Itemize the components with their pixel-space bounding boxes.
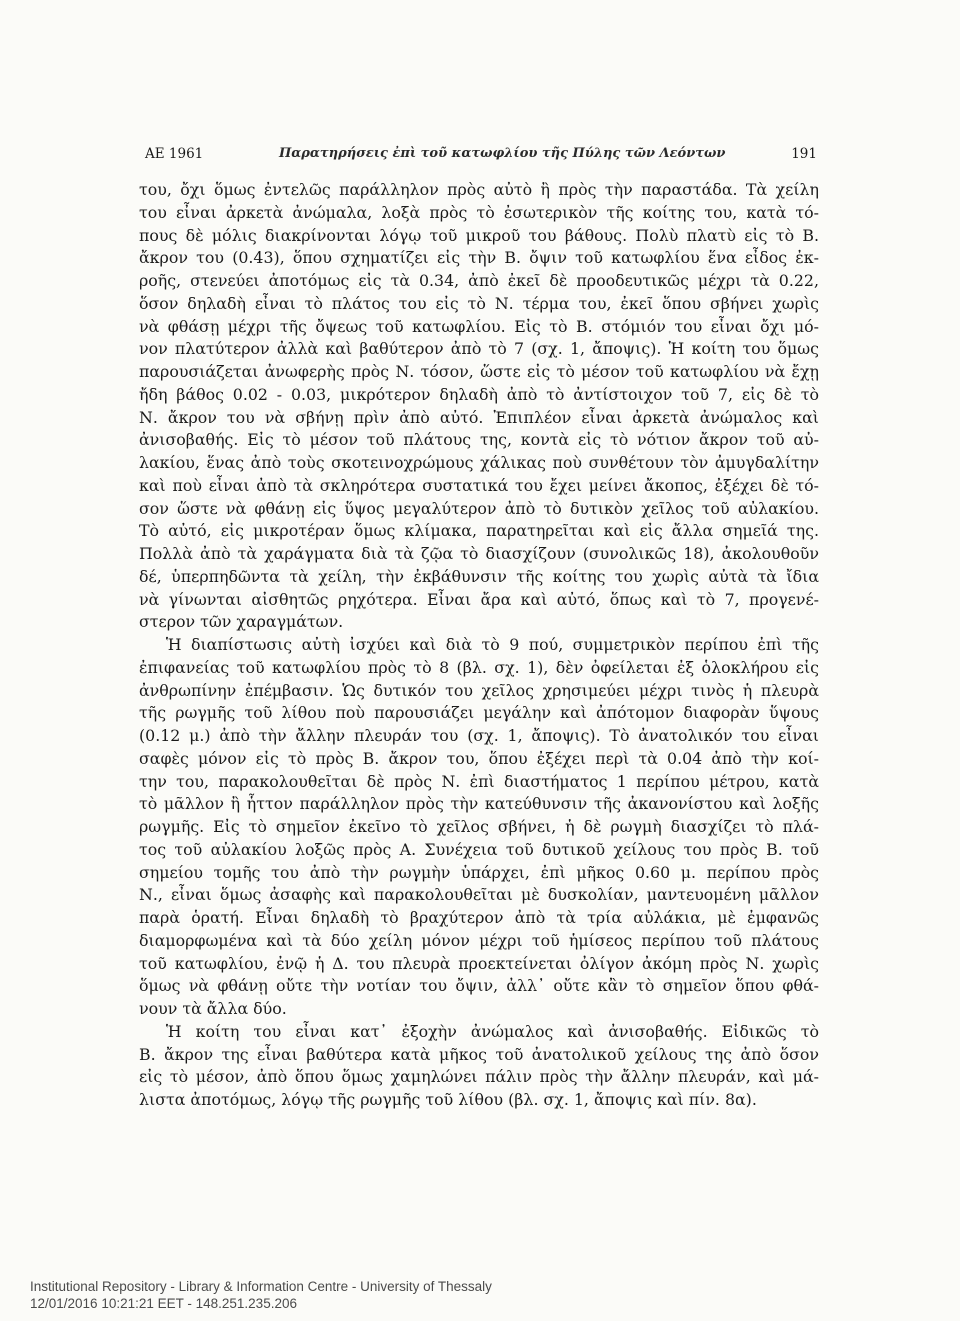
page-number: 191 bbox=[791, 146, 817, 162]
repository-footer bbox=[30, 1278, 492, 1312]
text-line: ροῆς, στενεύει ἀποτόμως εἰς τὰ 0.34, ἀπὸ ἐκεῖ δὲ προοδευτικῶς μέχρι τὰ 0.22, bbox=[139, 271, 819, 290]
text-line: νὰ γίνωνται αἰσθητῶς ρηχότερα. Εἶναι ἄρα καὶ αὐτό, ὅπως καὶ τὸ 7, προγενέ- bbox=[139, 589, 819, 609]
text-line: Πολλὰ ἀπὸ τὰ χαράγματα διὰ τὰ ζῷα τὸ διασχίζουν (συνολικῶς 18), ἀκολουθοῦν bbox=[139, 544, 819, 563]
text-line: διαμορφωμένα καὶ τὰ δύο χείλη μόνον μέχρι τοῦ ἡμίσεος περίπου τοῦ πλάτους bbox=[139, 930, 819, 950]
text-line: παρὰ ὁρατή. Εἶναι δηλαδὴ τὸ βραχύτερον ἀπὸ τὰ τρία αὐλάκια, μὲ ἐμφανῶς bbox=[139, 908, 819, 927]
text-line: εἰς τὸ μέσον, ἀπὸ ὅπου ὅμως χαμηλώνει πάλιν πρὸς τὴν ἄλλην πλευράν, καὶ μά- bbox=[139, 1067, 819, 1087]
text-line: ὅσον δηλαδὴ εἶναι τὸ πλάτος του εἰς τὸ Ν. τέρμα του, ἐκεῖ ὅπου σβήνει χωρὶς bbox=[139, 293, 819, 313]
text-line: ἀνισοβαθής. Εἰς τὸ μέσον τοῦ πλάτους της, κοντὰ εἰς τὸ νότιον ἄκρον τοῦ αὐ- bbox=[139, 430, 819, 450]
text-line: Τὸ αὐτό, εἰς μικροτέραν ὅμως κλίμακα, παρατηρεῖται καὶ εἰς ἄλλα σημεῖά της. bbox=[139, 521, 819, 541]
text-line: σον ὥστε νὰ φθάνῃ εἰς ὕψος μεγαλύτερον ἀπὸ τὸ δυτικὸν χεῖλος τοῦ αὐλακίου. bbox=[139, 498, 819, 518]
text-line: ἤδη βάθος 0.02 - 0.03, μικρότερον δηλαδὴ ἀπὸ τὸ ἀντίστοιχον τοῦ 7, εἰς δὲ τὸ bbox=[139, 384, 819, 404]
text-line: νουν τὰ ἄλλα δύο. bbox=[139, 999, 287, 1018]
text-line: νον πλατύτερον ἀλλὰ καὶ βαθύτερον ἀπὸ τὸ 7 (σχ. 1, ἄποψις). Ἡ κοίτη του ὅμως bbox=[139, 339, 819, 359]
text-line: δέ, ὑπερπηδῶντα τὰ χείλη, τὴν ἐκβάθυνσιν τῆς κοίτης του χωρὶς αὐτὰ τὰ ἴδια bbox=[139, 566, 819, 586]
text-line: του, ὄχι ὅμως ἐντελῶς παράλληλον πρὸς αὐτὸ ἢ πρὸς τὴν παραστάδα. Τὰ χείλη bbox=[139, 180, 819, 199]
journal-reference: AE 1961 bbox=[145, 146, 204, 162]
text-line: του εἶναι ἀρκετὰ ἀνώμαλα, λοξὰ πρὸς τὸ ἐσωτερικὸν τῆς κοίτης του, κατὰ τό- bbox=[139, 202, 819, 222]
text-line: καὶ ποὺ εἶναι ἀπὸ τὰ σκληρότερα συστατικά του ἔχει μείνει ἄκοπος, ἐξέχει δὲ τό- bbox=[139, 475, 819, 495]
text-line: Β. ἄκρον της εἶναι βαθύτερα κατὰ μῆκος τοῦ ἀνατολικοῦ χείλους της ἀπὸ ὅσον bbox=[139, 1044, 819, 1064]
text-line: Ν., εἶναι ὅμως ἀσαφὴς καὶ παρακολουθεῖται μὲ δυσκολίαν, μαντευομένη μᾶλλον bbox=[139, 885, 819, 905]
text-line: τῆς ρωγμῆς τοῦ λίθου ποὺ παρουσιάζει μεγάλην καὶ ἀπότομον διαφορὰν ὕψους bbox=[139, 703, 819, 723]
text-line: παρουσιάζεται ἀνωφερὴς πρὸς Ν. τόσον, ὥστε εἰς τὸ μέσον τοῦ κατωφλίου νὰ ἔχῃ bbox=[139, 362, 819, 381]
body-text bbox=[139, 179, 819, 1112]
text-line: τος τοῦ αὐλακίου λοξῶς πρὸς Α. Συνέχεια τοῦ δυτικοῦ χείλους του πρὸς Β. τοῦ bbox=[139, 839, 819, 859]
text-line: ὅμως νὰ φθάνῃ οὔτε τὴν νοτίαν του ὄψιν, ἀλλ᾿ οὔτε κἂν τὸ σημεῖον ὅπου φθά- bbox=[139, 976, 819, 996]
text-line: πους δὲ μόλις διακρίνονται λόγῳ τοῦ μικροῦ του βάθους. Πολὺ πλατὺ εἰς τὸ Β. bbox=[139, 225, 819, 245]
text-line: σαφὲς μόνον εἰς τὸ πρὸς Β. ἄκρον του, ὅπου ἐξέχει περὶ τὰ 0.04 ἀπὸ τὴν κοί- bbox=[139, 748, 819, 768]
text-line: ἄκρον του (0.43), ὅπου σχηματίζει εἰς τὴν Β. ὄψιν τοῦ κατωφλίου ἕνα εἶδος ἐκ- bbox=[139, 248, 819, 268]
text-line: ρωγμῆς. Εἰς τὸ σημεῖον ἐκεῖνο τὸ χεῖλος σβήνει, ἡ δὲ ρωγμὴ διασχίζει τὸ πλά- bbox=[139, 817, 819, 836]
text-line: στερον τῶν χαραγμάτων. bbox=[139, 612, 344, 632]
text-line: τοῦ κατωφλίου, ἐνῷ ἡ Δ. του πλευρὰ προεκτείνεται ὀλίγον ἀκόμη πρὸς Ν. χωρὶς bbox=[139, 953, 819, 973]
text-line: τὸ μᾶλλον ἢ ἧττον παράλληλον πρὸς τὴν κατεύθυνσιν τῆς ἀκανονίστου καὶ λοξῆς bbox=[139, 794, 819, 814]
text-line: (0.12 μ.) ἀπὸ τὴν ἄλλην πλευράν του (σχ. 1, ἄποψις). Τὸ ἀνατολικόν του εἶναι bbox=[139, 726, 819, 745]
text-line: ἐπιφανείας τοῦ κατωφλίου πρὸς τὸ 8 (βλ. σχ. 1), δὲν ὀφείλεται ἐξ ὁλοκλήρου εἰς bbox=[139, 657, 819, 677]
text-line: Ἡ κοίτη του εἶναι κατ᾿ ἐξοχὴν ἀνώμαλος καὶ ἀνισοβαθής. Εἰδικῶς τὸ bbox=[165, 1021, 819, 1041]
running-header bbox=[145, 146, 817, 166]
text-line: Ἡ διαπίστωσις αὐτὴ ἰσχύει καὶ διὰ τὸ 9 πού, συμμετρικὸν περίπου ἐπὶ τῆς bbox=[165, 635, 819, 654]
text-line: σημείου τομῆς του ἀπὸ τὴν ρωγμὴν ὑπάρχει, ἐπὶ μῆκος 0.60 μ. περίπου πρὸς bbox=[139, 862, 819, 882]
text-line: Ν. ἄκρον του νὰ σβήνῃ πρὶν ἀπὸ αὐτό. Ἐπιπλέον εἶναι ἀρκετὰ ἀνώμαλος καὶ bbox=[139, 407, 819, 427]
text-line: λακίου, ἕνας ἀπὸ τοὺς σκοτεινοχρώμους χάλικας ποὺ συνθέτουν τὸν ἀμυγδαλίτην bbox=[139, 453, 819, 472]
text-line: νὰ φθάσῃ μέχρι τῆς ὄψεως τοῦ κατωφλίου. Εἰς τὸ Β. στόμιόν του εἶναι ὄχι μό- bbox=[139, 316, 819, 336]
running-title: Παρατηρήσεις ἐπὶ τοῦ κατωφλίου τῆς Πύλης τῶν Λεόντων bbox=[279, 146, 726, 161]
text-line: λιστα ἀποτόμως, λόγῳ τῆς ρωγμῆς τοῦ λίθου (βλ. σχ. 1, ἄποψις καὶ πίν. 8α). bbox=[139, 1090, 757, 1109]
repository-name: Institutional Repository - Library & Information Centre - University of Thessaly bbox=[30, 1279, 492, 1294]
access-timestamp: 12/01/2016 10:21:21 EET - 148.251.235.206 bbox=[30, 1296, 297, 1311]
text-line: ἀνθρωπίνην ἐπέμβασιν. Ὡς δυτικόν του χεῖλος χρησιμεύει μέχρι τινὸς ἡ πλευρὰ bbox=[139, 680, 819, 700]
text-line: την του, παρακολουθεῖται δὲ πρὸς Ν. ἐπὶ διαστήματος 1 περίπου μέτρου, κατὰ bbox=[139, 771, 819, 791]
